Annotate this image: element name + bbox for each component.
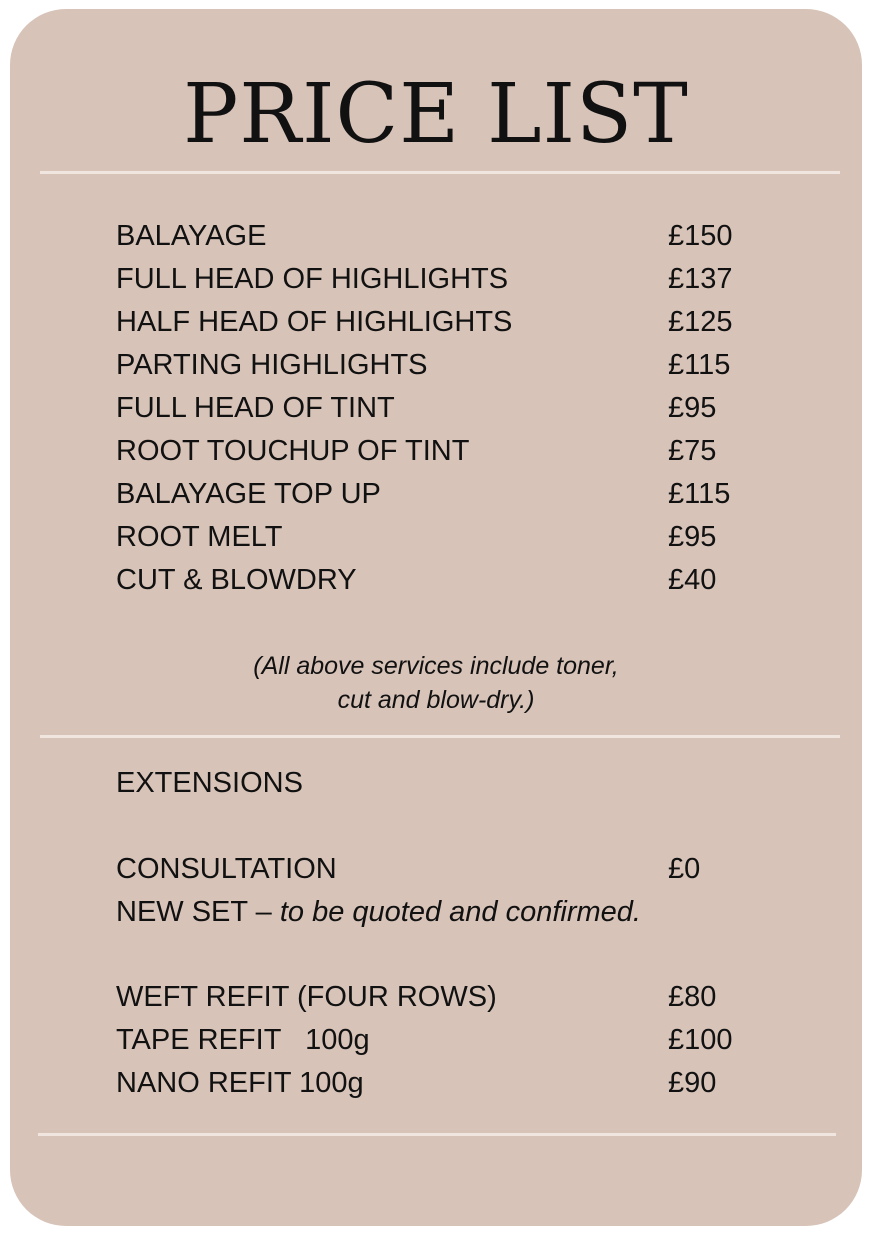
service-name: NANO REFIT 100g [116,1067,364,1099]
service-name: ROOT MELT [116,521,283,553]
divider-top [40,171,840,174]
service-price: £95 [668,392,717,424]
service-name: CONSULTATION [116,853,337,885]
service-row [116,258,816,301]
service-price: £115 [668,349,731,381]
service-name: WEFT REFIT (FOUR ROWS) [116,981,497,1013]
new-set-name: NEW SET – [116,896,280,928]
service-price: £80 [668,981,717,1013]
extensions-heading: EXTENSIONS [116,767,303,799]
note-line-1: (All above services include toner, [253,652,619,680]
note-line-2: cut and blow-dry.) [337,686,535,714]
service-name: BALAYAGE [116,220,267,252]
service-price: £150 [668,220,733,252]
service-price: £95 [668,521,717,553]
refit-row [116,1062,816,1105]
service-row [116,559,816,602]
service-name: HALF HEAD OF HIGHLIGHTS [116,306,513,338]
service-price: £90 [668,1067,717,1099]
service-row [116,430,816,473]
service-row [116,215,816,258]
new-set-detail: to be quoted and confirmed. [279,896,641,928]
service-price: £75 [668,435,717,467]
page-title: PRICE LIST [183,67,689,162]
refit-row [116,976,816,1019]
service-price: £125 [668,306,733,338]
service-price: £115 [668,478,731,510]
service-name: BALAYAGE TOP UP [116,478,381,510]
price-list-card [10,9,862,1226]
service-name: ROOT TOUCHUP OF TINT [116,435,470,467]
service-name: FULL HEAD OF HIGHLIGHTS [116,263,509,295]
service-row [116,473,816,516]
divider-bottom [38,1133,836,1136]
service-price: £0 [668,853,701,885]
service-name: TAPE REFIT 100g [116,1024,370,1056]
divider-middle [40,735,840,738]
service-price: £100 [668,1024,733,1056]
refit-row [116,1019,816,1062]
new-set-row [116,891,641,934]
service-price: £137 [668,263,733,295]
service-name: PARTING HIGHLIGHTS [116,349,428,381]
consultation-row [116,848,816,891]
service-row [116,387,816,430]
service-name: FULL HEAD OF TINT [116,392,395,424]
service-row [116,344,816,387]
service-price: £40 [668,564,717,596]
service-row [116,516,816,559]
service-name: CUT & BLOWDRY [116,564,357,596]
services-note [10,649,862,717]
service-row [116,301,816,344]
